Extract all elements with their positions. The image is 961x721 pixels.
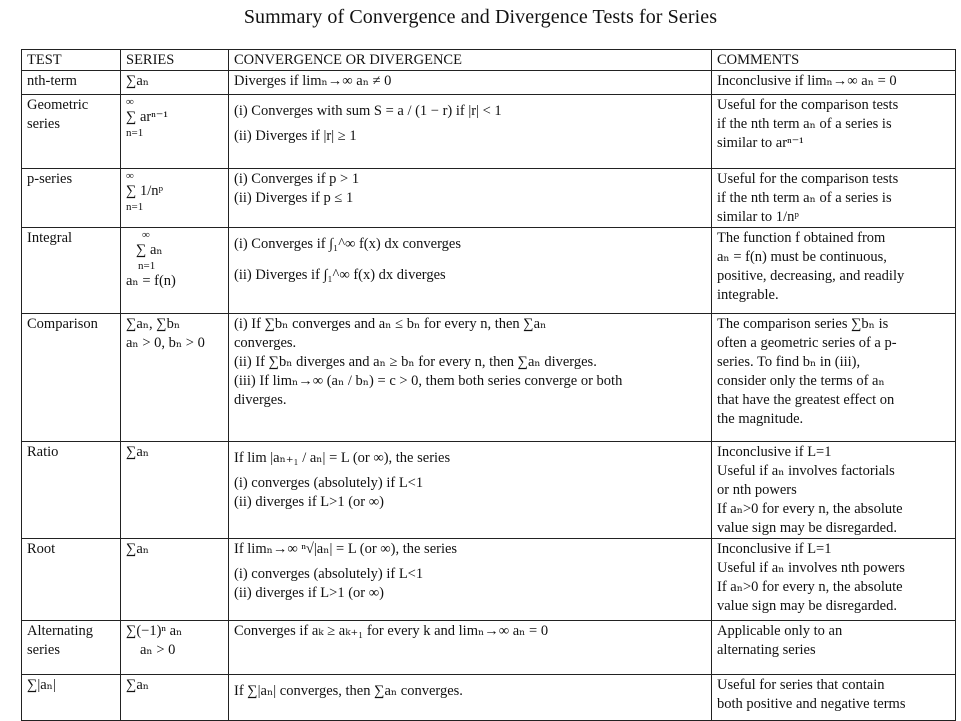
text-line: The function f obtained from [717,230,886,246]
text-line: ∑(−1)ⁿ aₙ [126,623,183,639]
text-line: (i) converges (absolutely) if L<1 [234,475,424,491]
text-line: (iii) If limₙ→∞ (aₙ / bₙ) = c > 0, them both series converge or both [234,373,623,389]
text-line: value sign may be disregarded. [717,598,897,614]
text-line: p-series [27,171,73,187]
text-line: (ii) If ∑bₙ diverges and aₙ ≥ bₙ for every n, then ∑aₙ diverges. [234,354,597,370]
cell-series [121,169,229,228]
text-line: Useful for the comparison tests [717,97,899,113]
cell-comments [712,169,956,228]
text-line: Diverges if limₙ→∞ aₙ ≠ 0 [234,73,392,89]
cell-test [22,539,121,621]
text-line: Converges if aₖ ≥ aₖ₊₁ for every k and limₙ→∞ aₙ = 0 [234,623,549,639]
table-row [22,621,956,675]
text-line: aₙ > 0, bₙ > 0 [126,335,205,351]
cell-convergence [229,95,712,169]
cell-test [22,314,121,442]
text-line: if the nth term aₙ of a series is [717,116,892,132]
text-line: series [27,116,61,132]
text-line: (ii) Diverges if |r| ≥ 1 [234,128,357,144]
cell-convergence [229,169,712,228]
text-line: or nth powers [717,482,797,498]
cell-convergence [229,314,712,442]
text-line: Alternating [27,623,94,639]
text-line: ∑ arⁿ⁻¹ [126,109,168,125]
cell-comments [712,314,956,442]
text-line: (ii) Diverges if ∫₁^∞ f(x) dx diverges [234,267,446,283]
cell-test [22,442,121,539]
text-line: often a geometric series of a p- [717,335,897,351]
table-row [22,95,956,169]
text-line: aₙ = f(n) must be continuous, [717,249,887,265]
header-row [22,50,956,71]
cell-comments [712,95,956,169]
table-row [22,169,956,228]
text-line: (ii) diverges if L>1 (or ∞) [234,494,384,510]
text-line: n=1 [126,127,144,139]
header-convergence: CONVERGENCE OR DIVERGENCE [229,50,712,71]
text-line: if the nth term aₙ of a series is [717,190,892,206]
text-line: n=1 [126,201,144,213]
header-comments: COMMENTS [712,50,956,71]
cell-series [121,621,229,675]
text-line: The comparison series ∑bₙ is [717,316,889,332]
table-row [22,442,956,539]
tests-table [21,49,956,721]
cell-convergence [229,675,712,721]
cell-convergence [229,442,712,539]
text-line: ∑ 1/nᵖ [126,183,164,199]
text-line: Useful for the comparison tests [717,171,899,187]
text-line: consider only the terms of aₙ [717,373,885,389]
cell-comments [712,228,956,314]
text-line: (i) Converges if ∫₁^∞ f(x) dx converges [234,236,461,252]
cell-test [22,95,121,169]
text-line: (i) Converges with sum S = a / (1 − r) if |r| < 1 [234,103,502,119]
text-line: If aₙ>0 for every n, the absolute [717,579,903,595]
text-line: (i) Converges if p > 1 [234,171,360,187]
text-line: (ii) diverges if L>1 (or ∞) [234,585,384,601]
text-line: Inconclusive if L=1 [717,541,832,557]
text-line: Applicable only to an [717,623,843,639]
text-line: similar to 1/nᵖ [717,209,799,225]
text-line: (i) converges (absolutely) if L<1 [234,566,424,582]
table-row [22,228,956,314]
text-line: If lim |aₙ₊₁ / aₙ| = L (or ∞), the series [234,450,451,466]
text-line: Inconclusive if L=1 [717,444,832,460]
text-line: ∑aₙ, ∑bₙ [126,316,181,332]
cell-test [22,169,121,228]
table-row [22,539,956,621]
cell-test [22,675,121,721]
text-line: Integral [27,230,73,246]
text-line: ∑aₙ [126,677,150,693]
text-line: integrable. [717,287,779,303]
cell-convergence [229,621,712,675]
text-line: alternating series [717,642,816,658]
text-line: nth-term [27,73,77,89]
table-row [22,675,956,721]
cell-comments [712,539,956,621]
text-line: ∑|aₙ| [27,677,56,693]
text-line: ∞ [126,96,134,108]
cell-convergence [229,228,712,314]
text-line: Inconclusive if limₙ→∞ aₙ = 0 [717,73,897,89]
text-line: Ratio [27,444,59,460]
text-line: Useful if aₙ involves nth powers [717,560,905,576]
cell-series [121,442,229,539]
cell-comments [712,71,956,95]
text-line: Useful for series that contain [717,677,885,693]
cell-comments [712,621,956,675]
text-line: aₙ = f(n) [126,273,176,289]
text-line: similar to arⁿ⁻¹ [717,135,804,151]
text-line: Root [27,541,56,557]
header-series: SERIES [121,50,229,71]
text-line: ∞ [142,229,150,241]
text-line: (ii) Diverges if p ≤ 1 [234,190,354,206]
header-test: TEST [22,50,121,71]
text-line: ∑aₙ [126,444,150,460]
text-line: series [27,642,61,658]
text-line: ∑aₙ [126,73,150,89]
text-line: n=1 [138,260,156,272]
cell-comments [712,442,956,539]
cell-convergence [229,539,712,621]
text-line: both positive and negative terms [717,696,906,712]
cell-comments [712,675,956,721]
text-line: positive, decreasing, and readily [717,268,905,284]
text-line: Useful if aₙ involves factorials [717,463,895,479]
cell-series [121,314,229,442]
text-line: the magnitude. [717,411,804,427]
text-line: If aₙ>0 for every n, the absolute [717,501,903,517]
cell-series [121,539,229,621]
text-line: (i) If ∑bₙ converges and aₙ ≤ bₙ for every n, then ∑aₙ [234,316,547,332]
text-line: ∑aₙ [126,541,150,557]
cell-series [121,675,229,721]
text-line: Comparison [27,316,98,332]
text-line: converges. [234,335,297,351]
text-line: diverges. [234,392,287,408]
cell-series [121,71,229,95]
text-line: ∞ [126,170,134,182]
text-line: Geometric [27,97,89,113]
text-line: series. To find bₙ in (iii), [717,354,861,370]
text-line: If limₙ→∞ ⁿ√|aₙ| = L (or ∞), the series [234,541,458,557]
text-line: If ∑|aₙ| converges, then ∑aₙ converges. [234,683,463,699]
table-row [22,71,956,95]
text-line: that have the greatest effect on [717,392,895,408]
cell-series [121,228,229,314]
cell-test [22,621,121,675]
cell-series [121,95,229,169]
text-line: aₙ > 0 [140,642,176,658]
cell-test [22,71,121,95]
text-line: value sign may be disregarded. [717,520,897,536]
cell-convergence [229,71,712,95]
table-row [22,314,956,442]
cell-test [22,228,121,314]
text-line: ∑ aₙ [136,242,163,258]
page-title: Summary of Convergence and Divergence Tests for Series [243,6,718,28]
